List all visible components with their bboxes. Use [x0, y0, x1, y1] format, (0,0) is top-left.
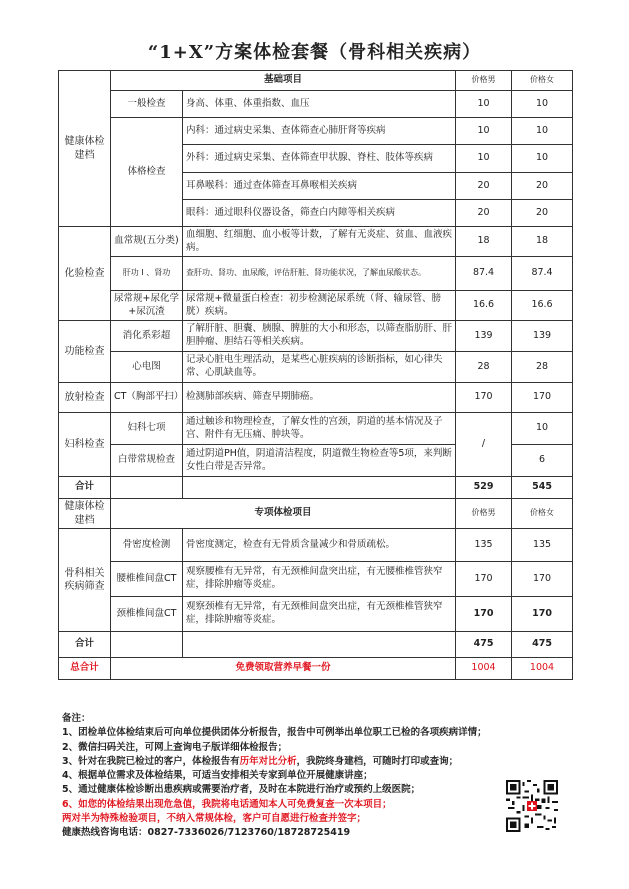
price-female: 20: [512, 173, 573, 200]
price-male: /: [456, 413, 512, 477]
note-item: 3、针对在我院已检过的客户，体检报告有历年对比分析，我院终身建档，可随时打印或查询；: [62, 755, 459, 767]
item-name: 颈椎椎间盘CT: [111, 597, 183, 632]
special-total-label: 合计: [59, 632, 111, 658]
price-male: 135: [456, 529, 512, 562]
table-row: [59, 383, 573, 413]
price-male: 87.4: [456, 257, 512, 291]
item-name: CT（胸部平扫）: [111, 383, 183, 413]
price-female: 10: [512, 145, 573, 173]
hotline: 健康热线咨询电话：0827-7336026/7123760/18728725419: [62, 827, 351, 838]
item-name: 消化系彩超: [111, 321, 183, 352]
note-item: 4、根据单位需求及体检结果，可适当安排相关专家到单位开展健康讲座；: [62, 770, 373, 781]
price-male-header: 价格男: [456, 499, 512, 529]
price-female: 10: [512, 91, 573, 118]
price-male: 10: [456, 118, 512, 145]
price-male: 10: [456, 145, 512, 173]
price-female: 18: [512, 227, 573, 257]
table-row: [59, 321, 573, 352]
item-description: 检测肺部疾病、筛查早期肺癌。: [183, 383, 456, 413]
item-description: 查肝功、肾功、血尿酸，评估肝脏、肾功能状况，了解血尿酸状态。: [183, 257, 456, 291]
table-row: [59, 118, 573, 145]
subtotal-label: 合计: [59, 477, 111, 499]
grand-total-row: [59, 658, 573, 680]
item-description: 通过阴道PH值，阴道清洁程度，阴道微生物检查等5项，来判断女性白带是否异常。: [183, 445, 456, 477]
note-highlight: 历年对比分析: [239, 755, 297, 767]
price-female: 139: [512, 321, 573, 352]
table-row: [59, 597, 573, 632]
table-row: [59, 352, 573, 383]
item-description: 尿常规+微量蛋白检查：初步检测泌尿系统（肾、输尿管、膀胱）疾病。: [183, 291, 456, 321]
price-male: 20: [456, 200, 512, 227]
basic-items-header: 基础项目: [111, 71, 456, 91]
table-row: [59, 529, 573, 562]
table-row: [59, 562, 573, 597]
item-description: 观察颈椎有无异常，有无颈椎间盘突出症，有无颈椎椎管狭窄症，排除肿瘤等炎症。: [183, 597, 456, 632]
table-row: [59, 227, 573, 257]
item-description: 外科：通过病史采集、查体筛查甲状腺、脊柱、肢体等疾病: [183, 145, 456, 173]
table-row: [59, 291, 573, 321]
item-name: 体格检查: [111, 118, 183, 227]
price-female: 170: [512, 562, 573, 597]
item-description: 了解肝脏、胆囊、胰腺、脾脏的大小和形态，以筛查脂肪肝、肝胆肿瘤、胆结石等相关疾病。: [183, 321, 456, 352]
price-female: 170: [512, 383, 573, 413]
special-total-female: 475: [512, 632, 573, 658]
item-description: 血细胞、红细胞、血小板等计数，了解有无炎症、贫血、血液疾病。: [183, 227, 456, 257]
price-male: 170: [456, 383, 512, 413]
notes-section: [62, 712, 502, 840]
price-male: 16.6: [456, 291, 512, 321]
table-row: [59, 257, 573, 291]
basic-header-row: [59, 71, 573, 91]
note-item: 2、微信扫码关注，可网上查询电子版详细体检报告；: [62, 741, 288, 753]
price-female-header: 价格女: [512, 71, 573, 91]
price-female-header: 价格女: [512, 499, 573, 529]
subtotal-male: 529: [456, 477, 512, 499]
note-item: 1、团检单位体检结束后可向单位提供团体分析报告，报告中可例举出单位职工已检的各项疾病详情；: [62, 727, 487, 739]
price-male: 10: [456, 91, 512, 118]
category-gyn: 妇科检查: [59, 413, 111, 477]
price-male: 20: [456, 173, 512, 200]
item-description: 骨密度测定，检查有无骨质含量减少和骨质疏松。: [183, 529, 456, 562]
page-title: “1+X”方案体检套餐（骨科相关疾病）: [147, 42, 482, 63]
special-total-male: 475: [456, 632, 512, 658]
table-row: [59, 413, 573, 445]
grand-total-label: 总合计: [59, 658, 111, 680]
category-ortho: 骨科相关疾病筛查: [59, 529, 111, 632]
grand-total-female: 1004: [512, 658, 573, 680]
price-male: 28: [456, 352, 512, 383]
price-female: 10: [512, 118, 573, 145]
price-female: 16.6: [512, 291, 573, 321]
grand-total-male: 1004: [456, 658, 512, 680]
category-health-archive-2: 健康体检建档: [59, 499, 111, 529]
item-description: 通过触诊和物理检查，了解女性的宫颈，阴道的基本情况及子宫、附件有无压痛、肿块等。: [183, 413, 456, 445]
price-male: 170: [456, 562, 512, 597]
special-header-row: [59, 499, 573, 529]
price-female: 10: [512, 413, 573, 445]
price-female: 20: [512, 200, 573, 227]
grand-total-note: 免费领取营养早餐一份: [111, 658, 456, 680]
item-description: 眼科：通过眼科仪器设备，筛查白内障等相关疾病: [183, 200, 456, 227]
price-female: 87.4: [512, 257, 573, 291]
special-total-row: [59, 632, 573, 658]
package-table: [58, 70, 573, 680]
table-row: [59, 91, 573, 118]
price-female: 170: [512, 597, 573, 632]
price-male: 18: [456, 227, 512, 257]
price-female: 6: [512, 445, 573, 477]
subtotal-row: [59, 477, 573, 499]
item-name: 心电图: [111, 352, 183, 383]
item-name: 白带常规检查: [111, 445, 183, 477]
item-name: 尿常规+尿化学+尿沉渣: [111, 291, 183, 321]
price-female: 135: [512, 529, 573, 562]
item-description: 观察腰椎有无异常，有无颈椎间盘突出症，有无腰椎椎管狭窄症，排除肿瘤等炎症。: [183, 562, 456, 597]
note-item: 5、通过健康体检诊断出患疾病或需要治疗者，及时在本院进行治疗或预约上级医院；: [62, 784, 421, 796]
item-description: 记录心脏电生理活动，是某些心脏疾病的诊断指标，如心律失常、心肌缺血等。: [183, 352, 456, 383]
item-name: 妇科七项: [111, 413, 183, 445]
item-description: 耳鼻喉科：通过查体筛查耳鼻喉相关疾病: [183, 173, 456, 200]
category-radiology: 放射检查: [59, 383, 111, 413]
price-female: 28: [512, 352, 573, 383]
price-male-header: 价格男: [456, 71, 512, 91]
item-name: 血常规(五分类): [111, 227, 183, 257]
note-item-red: 6、如您的体检结果出现危急值，我院将电话通知本人可免费复查一次本项目；: [62, 798, 392, 810]
category-function: 功能检查: [59, 321, 111, 383]
item-name: 骨密度检测: [111, 529, 183, 562]
price-male: 139: [456, 321, 512, 352]
notes-heading: 备注：: [62, 713, 91, 724]
qr-code-icon[interactable]: [506, 780, 558, 832]
item-name: 一般检查: [111, 91, 183, 118]
subtotal-female: 545: [512, 477, 573, 499]
category-health-archive: 健康体检建档: [59, 71, 111, 227]
category-lab: 化验检查: [59, 227, 111, 321]
price-male: 170: [456, 597, 512, 632]
special-items-header: 专项体检项目: [111, 499, 456, 529]
item-description: 身高、体重、体重指数、血压: [183, 91, 456, 118]
note-item-red: 两对半为特殊检验项目，不纳入常规体检，客户可自愿进行检查并签字；: [62, 812, 367, 824]
item-name: 肝功 I 、肾功: [111, 257, 183, 291]
item-description: 内科：通过病史采集、查体筛查心肺肝肾等疾病: [183, 118, 456, 145]
item-name: 腰椎椎间盘CT: [111, 562, 183, 597]
